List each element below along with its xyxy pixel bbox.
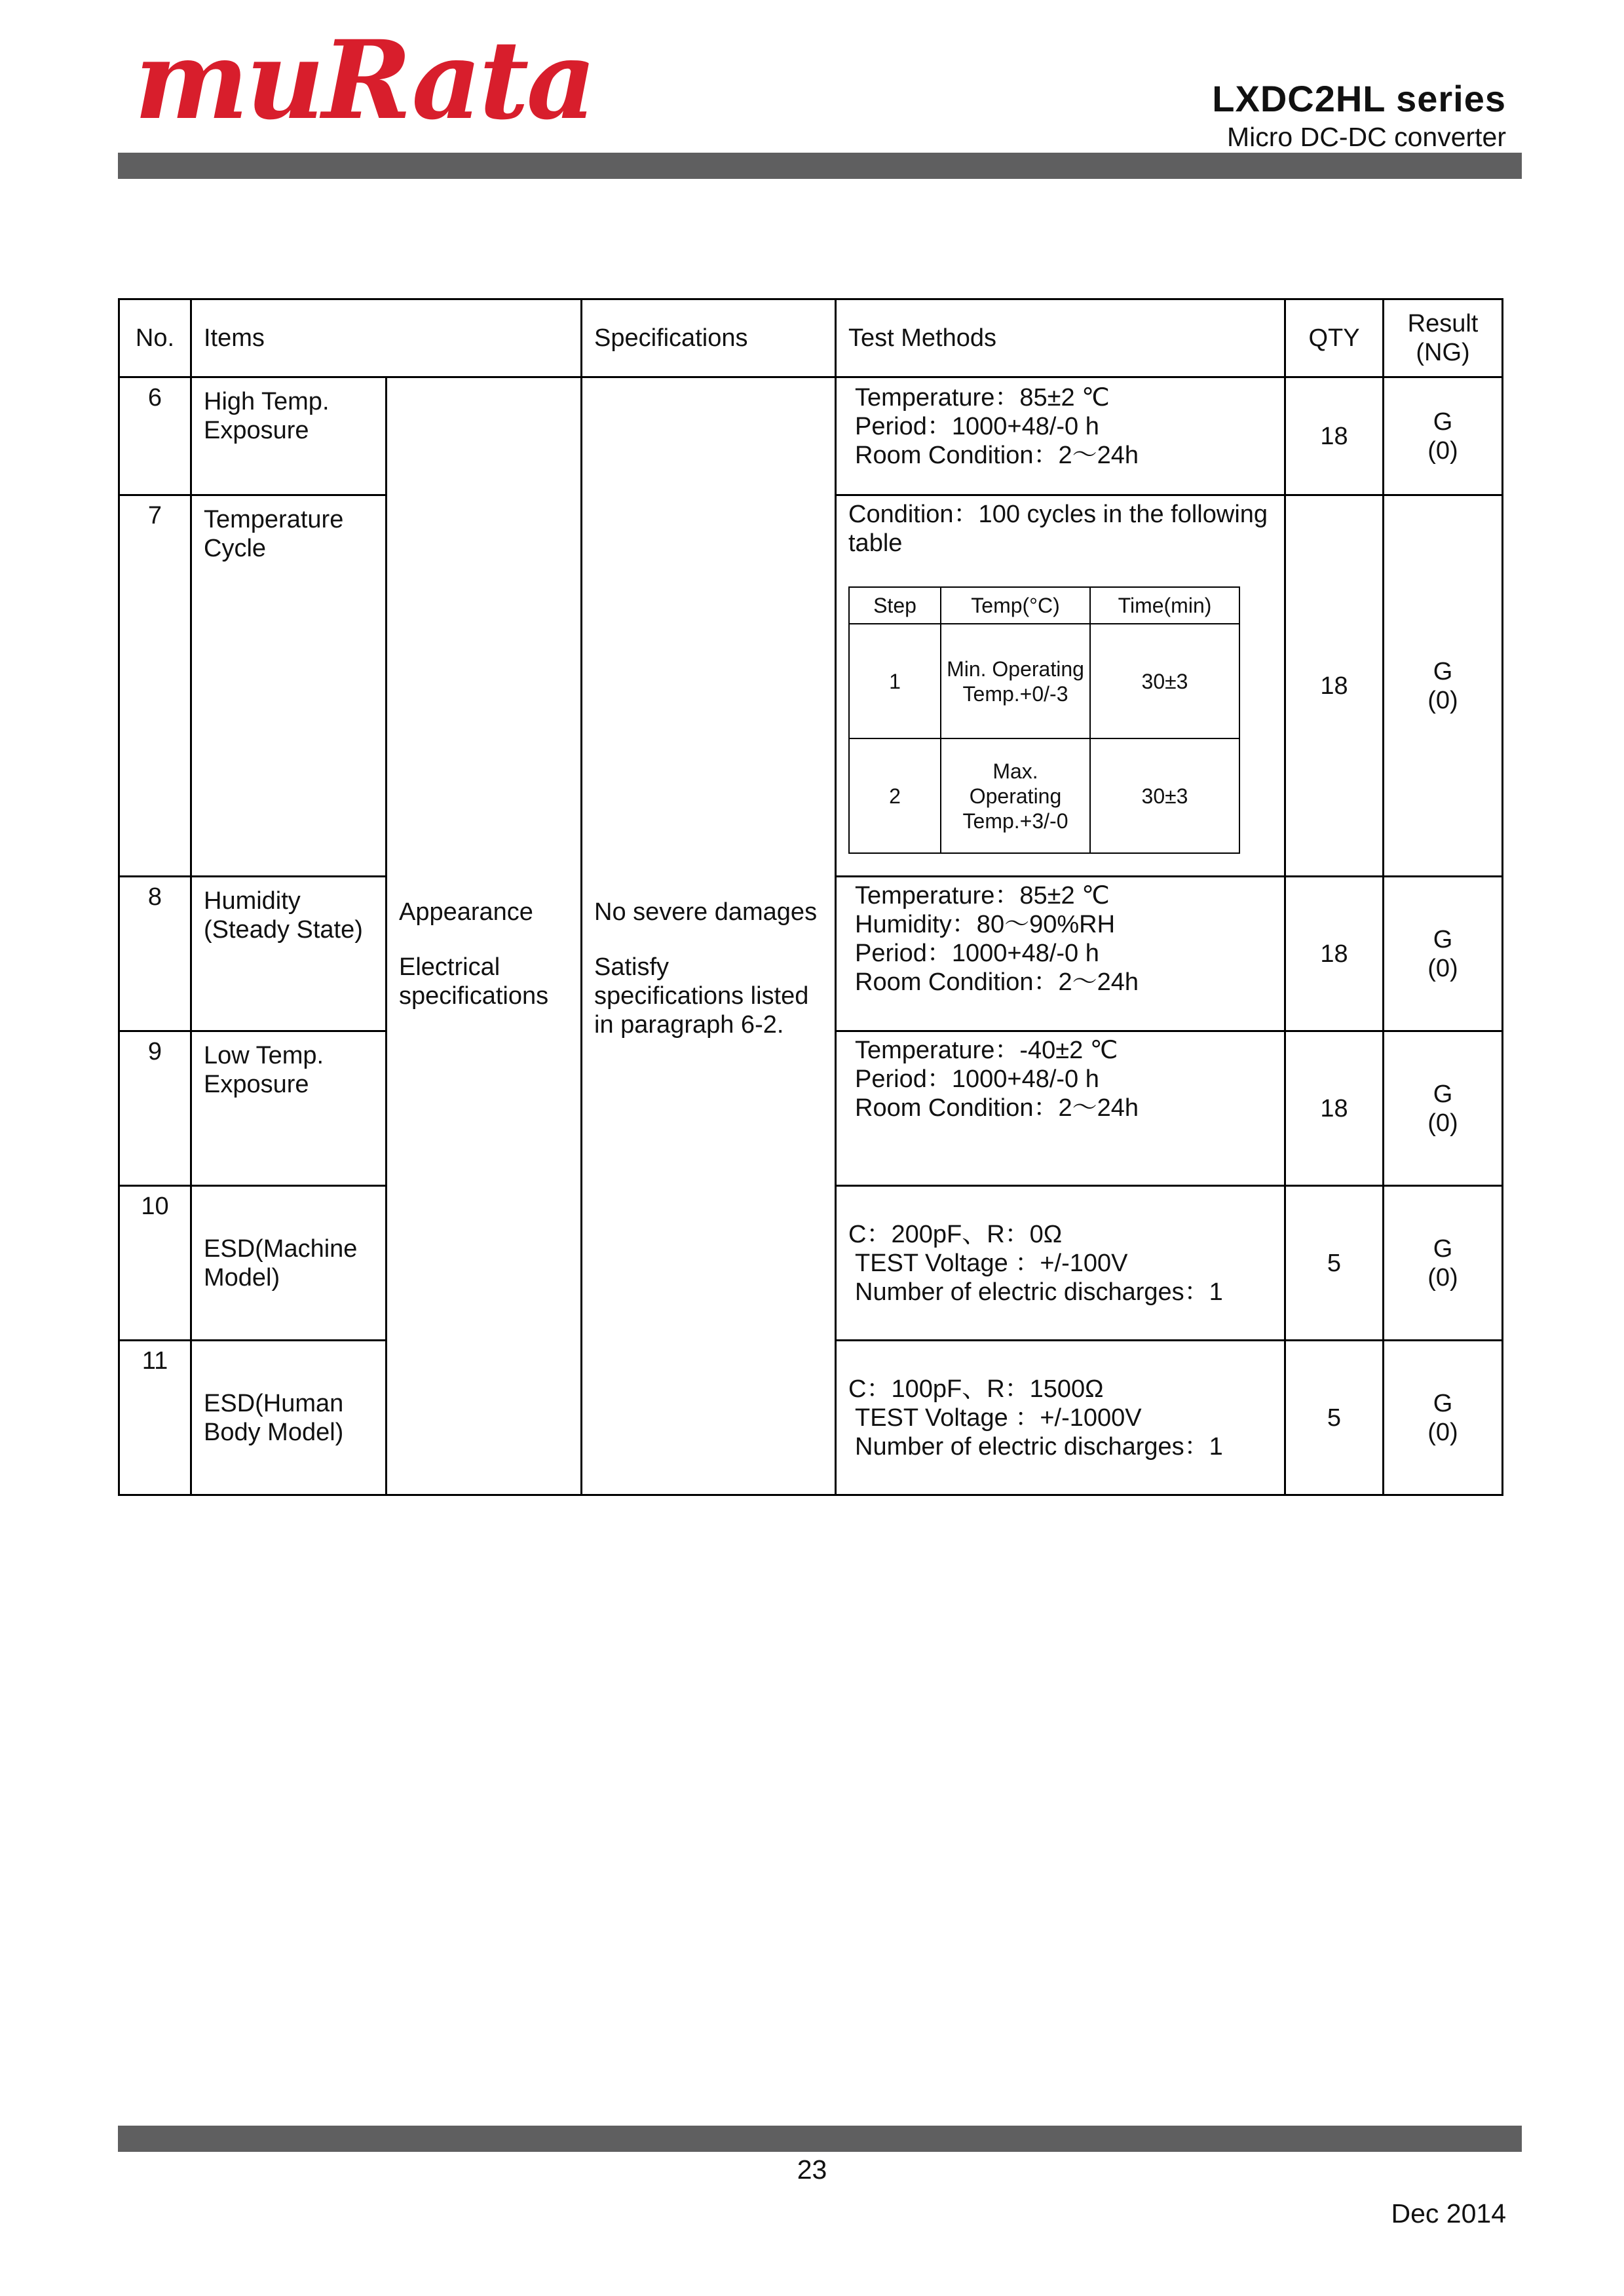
cycle-row: [849, 624, 1239, 738]
cycle-time: 30±3: [1090, 738, 1239, 853]
row-result: [1384, 377, 1503, 495]
row-result: [1384, 877, 1503, 1031]
result-value: G: [1433, 657, 1453, 685]
item-electrical: Electrical specifications: [399, 953, 549, 1010]
method-line: Period：1000+48/-0 h: [855, 413, 1099, 440]
row-no: 11: [119, 1341, 191, 1495]
cycle-header-time: Time(min): [1090, 587, 1239, 624]
header-items: Items: [191, 299, 582, 377]
row-qty: 5: [1285, 1186, 1384, 1341]
reliability-test-table: [118, 298, 1503, 1496]
method-line: TEST Voltage ：+/-100V: [855, 1249, 1128, 1277]
result-ng: (0): [1427, 436, 1458, 465]
spec-electrical: Satisfy specifications listed in paragraph 6-2.: [594, 953, 809, 1039]
result-value: G: [1433, 925, 1453, 953]
row-test-method: [836, 1341, 1285, 1495]
header-no: No.: [119, 299, 191, 377]
method-line: Temperature：85±2 ℃: [855, 882, 1110, 909]
method-line: Humidity：80～90%RH: [855, 911, 1116, 938]
row-item: Low Temp. Exposure: [191, 1031, 387, 1186]
spec-shared-cell: [582, 377, 836, 1495]
row-item: ESD(Human Body Model): [191, 1341, 387, 1495]
method-line: C：200pF、R：0Ω: [848, 1220, 1063, 1248]
row-test-method: [836, 495, 1285, 877]
header-specifications: Specifications: [582, 299, 836, 377]
method-line: Temperature：-40±2 ℃: [855, 1037, 1118, 1064]
result-ng: (0): [1427, 1418, 1458, 1446]
spec-appearance: No severe damages: [594, 898, 818, 926]
method-line: Room Condition：2～24h: [855, 442, 1139, 469]
row-no: 9: [119, 1031, 191, 1186]
result-ng: (0): [1427, 686, 1458, 714]
method-line: Number of electric discharges：1: [855, 1278, 1223, 1306]
cycle-step: 2: [849, 738, 941, 853]
row-result: [1384, 1186, 1503, 1341]
cycle-temp: Max. Operating Temp.+3/-0: [941, 738, 1090, 853]
result-ng: (0): [1427, 954, 1458, 982]
row-result: [1384, 495, 1503, 877]
header-result-line2: (NG): [1416, 339, 1470, 366]
result-value: G: [1433, 1389, 1453, 1417]
method-intro: Condition：100 cycles in the following table: [848, 501, 1268, 557]
cycle-header-temp: Temp(°C): [941, 587, 1090, 624]
row-item: ESD(Machine Model): [191, 1186, 387, 1341]
method-line: Room Condition：2～24h: [855, 1094, 1139, 1122]
row-qty: 18: [1285, 877, 1384, 1031]
header-test-methods: Test Methods: [836, 299, 1285, 377]
row-item: High Temp. Exposure: [191, 377, 387, 495]
document-date: Dec 2014: [1391, 2198, 1506, 2229]
result-ng: (0): [1427, 1109, 1458, 1137]
row-test-method: [836, 877, 1285, 1031]
page-number: 23: [797, 2154, 827, 2185]
result-value: G: [1433, 1234, 1453, 1263]
method-line: Temperature：85±2 ℃: [855, 384, 1110, 411]
row-test-method: [836, 1031, 1285, 1186]
cycle-temp: Min. Operating Temp.+0/-3: [941, 624, 1090, 738]
row-test-method: [836, 377, 1285, 495]
row-qty: 18: [1285, 495, 1384, 877]
cycle-row: [849, 738, 1239, 853]
row-item: Temperature Cycle: [191, 495, 387, 877]
row-qty: 5: [1285, 1341, 1384, 1495]
method-line: Period：1000+48/-0 h: [855, 1065, 1099, 1093]
item-shared-cell: [387, 377, 582, 1495]
header-qty: QTY: [1285, 299, 1384, 377]
header-result-line1: Result: [1407, 310, 1479, 337]
method-line: TEST Voltage ：+/-1000V: [855, 1404, 1142, 1432]
result-ng: (0): [1427, 1263, 1458, 1292]
method-line: Room Condition：2～24h: [855, 968, 1139, 996]
series-title: LXDC2HL series: [1212, 78, 1506, 119]
method-line: Number of electric discharges：1: [855, 1432, 1223, 1461]
cycle-header-step: Step: [849, 587, 941, 624]
item-appearance: Appearance: [399, 898, 533, 926]
row-test-method: [836, 1186, 1285, 1341]
footer-divider-bar: [118, 2126, 1522, 2152]
cycle-time: 30±3: [1090, 624, 1239, 738]
row-no: 10: [119, 1186, 191, 1341]
row-qty: 18: [1285, 1031, 1384, 1186]
header-divider-bar: [118, 153, 1522, 179]
temperature-cycle-table: [848, 586, 1240, 854]
row-result: [1384, 1341, 1503, 1495]
result-value: G: [1433, 408, 1453, 436]
cycle-step: 1: [849, 624, 941, 738]
method-line: C：100pF、R：1500Ω: [848, 1375, 1104, 1403]
murata-logo: muRata: [134, 16, 594, 144]
row-no: 8: [119, 877, 191, 1031]
table-row: [119, 377, 1503, 495]
row-item: Humidity (Steady State): [191, 877, 387, 1031]
row-qty: 18: [1285, 377, 1384, 495]
row-result: [1384, 1031, 1503, 1186]
row-no: 6: [119, 377, 191, 495]
series-subtitle: Micro DC-DC converter: [1227, 122, 1506, 152]
table-header-row: [119, 299, 1503, 377]
header-result: [1384, 299, 1503, 377]
method-line: Period：1000+48/-0 h: [855, 940, 1099, 967]
row-no: 7: [119, 495, 191, 877]
result-value: G: [1433, 1080, 1453, 1108]
